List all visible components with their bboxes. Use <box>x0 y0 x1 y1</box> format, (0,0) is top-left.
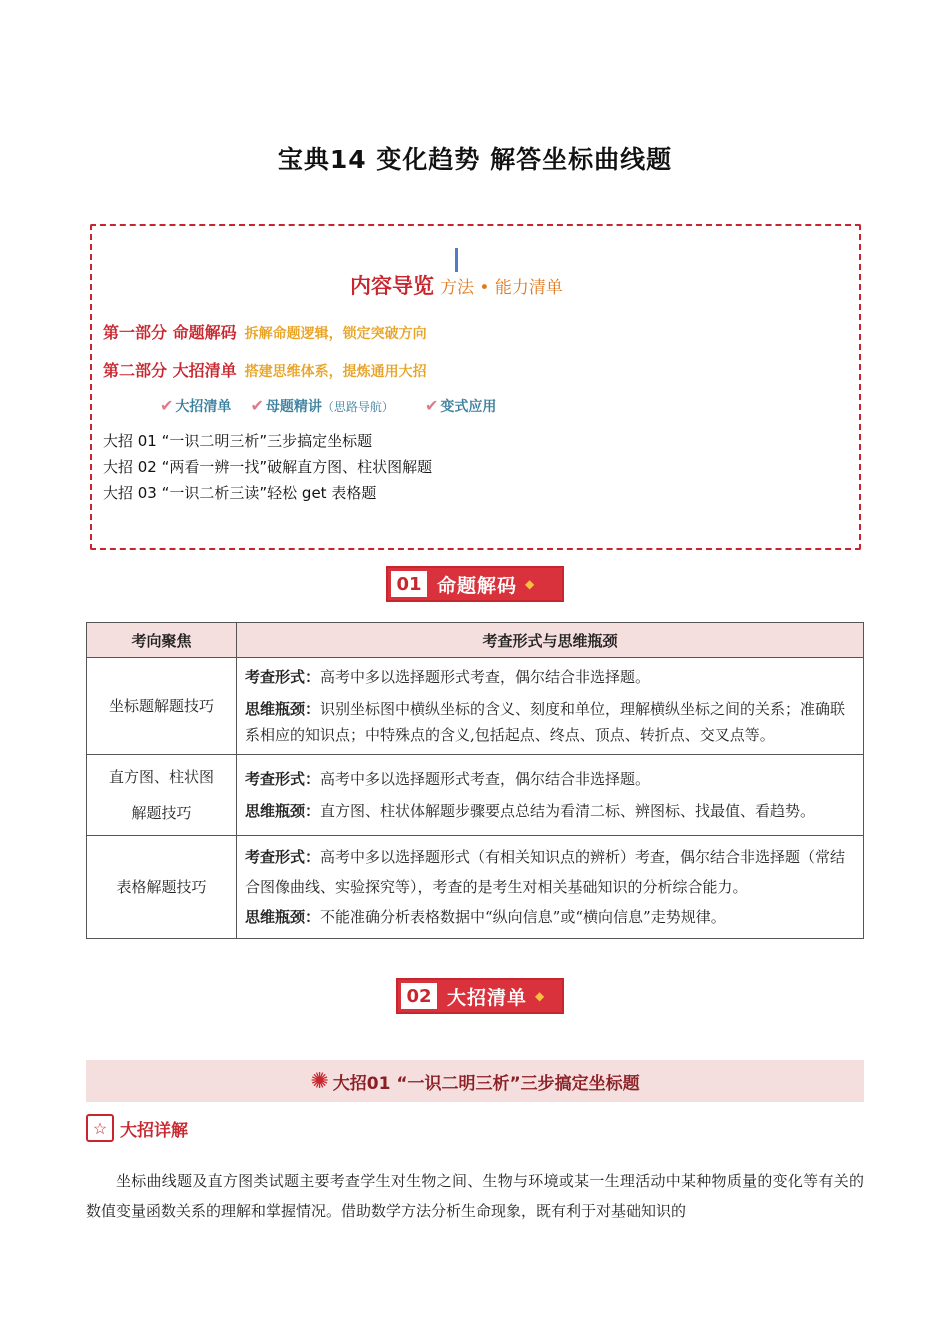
form-text: 高考中多以选择题形式考查，偶尔结合非选择题。 <box>320 770 651 788</box>
form-text: 高考中多以选择题形式（有相关知识点的辨析）考查，偶尔结合非选择题（常结合图像曲线、实验探究等），考查的是考生对相关基础知识的分析综合能力。 <box>245 848 846 896</box>
star-icon: ☆ <box>86 1114 114 1142</box>
block-text: 直方图、柱状体解题步骤要点总结为看清二标、辨图标、找最值、看趋势。 <box>320 802 816 820</box>
keyword: 考查形式： <box>245 770 321 788</box>
detail-heading <box>86 1114 188 1142</box>
keyword: 考查形式： <box>245 668 321 686</box>
section-number: 01 <box>391 571 427 597</box>
check-icon: ✔ <box>160 396 174 415</box>
tip-item: 大招 03 “一识二析三读”轻松 get 表格题 <box>103 484 377 502</box>
section-number: 02 <box>401 983 437 1009</box>
diamond-icon: ◆ <box>525 577 535 591</box>
table-row <box>87 658 864 755</box>
form-text: 高考中多以选择题形式考查，偶尔结合非选择题。 <box>320 668 651 686</box>
part1-desc: 拆解命题逻辑，锁定突破方向 <box>244 326 427 342</box>
check-icon: ✔ <box>250 396 264 415</box>
guide-subtitle: 方法 • 能力清单 <box>440 278 563 298</box>
detail-cell <box>237 836 864 939</box>
detail-heading-text: 大招详解 <box>120 1120 188 1141</box>
section-label: 大招清单 <box>447 986 528 1009</box>
keyword: 思维瓶颈： <box>245 802 321 820</box>
topic-cell: 坐标题解题技巧 <box>87 658 237 755</box>
check-item: ✔ 大招清单 <box>160 396 232 415</box>
diamond-icon: ◆ <box>535 989 545 1003</box>
tip-item: 大招 01 “一识二明三析”三步搞定坐标题 <box>103 432 373 450</box>
part1-label: 第一部分 命题解码 <box>103 323 237 342</box>
move-title-bar <box>86 1060 864 1102</box>
check-icon: ✔ <box>425 396 439 415</box>
detail-cell <box>237 658 864 755</box>
table-header-row <box>87 623 864 658</box>
topic-cell: 表格解题技巧 <box>87 836 237 939</box>
star-burst-icon: ✺ <box>310 1068 329 1094</box>
table-header: 考向聚焦 <box>87 623 237 658</box>
detail-cell <box>237 755 864 836</box>
check-row <box>160 396 510 416</box>
guide-title: 内容导览 <box>350 274 434 298</box>
detail-paragraph: 坐标曲线题及直方图类试题主要考查学生对生物之间、生物与环境或某一生理活动中某种物质量的变化等有关的数值变量函数关系的理解和掌握情况。借助数学方法分析生命现象，既有利于对基础知识的 <box>86 1172 864 1220</box>
table-row <box>87 836 864 939</box>
table-row <box>87 755 864 836</box>
guide-heading <box>350 270 563 300</box>
part2-desc: 搭建思维体系，提炼通用大招 <box>244 364 427 380</box>
part1 <box>103 320 427 343</box>
section-banner-02 <box>396 978 564 1014</box>
text-cursor <box>455 248 458 272</box>
keyword: 思维瓶颈： <box>245 908 321 926</box>
block-text: 不能准确分析表格数据中“纵向信息”或“横向信息”走势规律。 <box>320 908 726 926</box>
keyword: 考查形式： <box>245 848 321 866</box>
keyword: 思维瓶颈： <box>245 700 321 718</box>
part2 <box>103 358 427 381</box>
focus-table <box>86 622 864 939</box>
check-item: ✔ 变式应用 <box>425 396 497 415</box>
topic-cell: 直方图、柱状图 解题技巧 <box>87 755 237 836</box>
part2-label: 第二部分 大招清单 <box>103 361 237 380</box>
page-title: 宝典14 变化趋势 解答坐标曲线题 <box>277 145 673 174</box>
section-banner-01 <box>386 566 564 602</box>
section-label: 命题解码 <box>437 574 518 597</box>
move-title: 大招01 “一识二明三析”三步搞定坐标题 <box>332 1073 640 1094</box>
block-text: 识别坐标图中横纵坐标的含义、刻度和单位，理解横纵坐标之间的关系；准确联系相应的知识点；中特殊点的含义,包括起点、终点、顶点、转折点、交叉点等。 <box>245 700 846 744</box>
table-header: 考查形式与思维瓶颈 <box>237 623 864 658</box>
check-item: ✔ 母题精讲（思路导航） <box>250 396 394 415</box>
tip-item: 大招 02 “两看一辨一找”破解直方图、柱状图解题 <box>103 458 433 476</box>
